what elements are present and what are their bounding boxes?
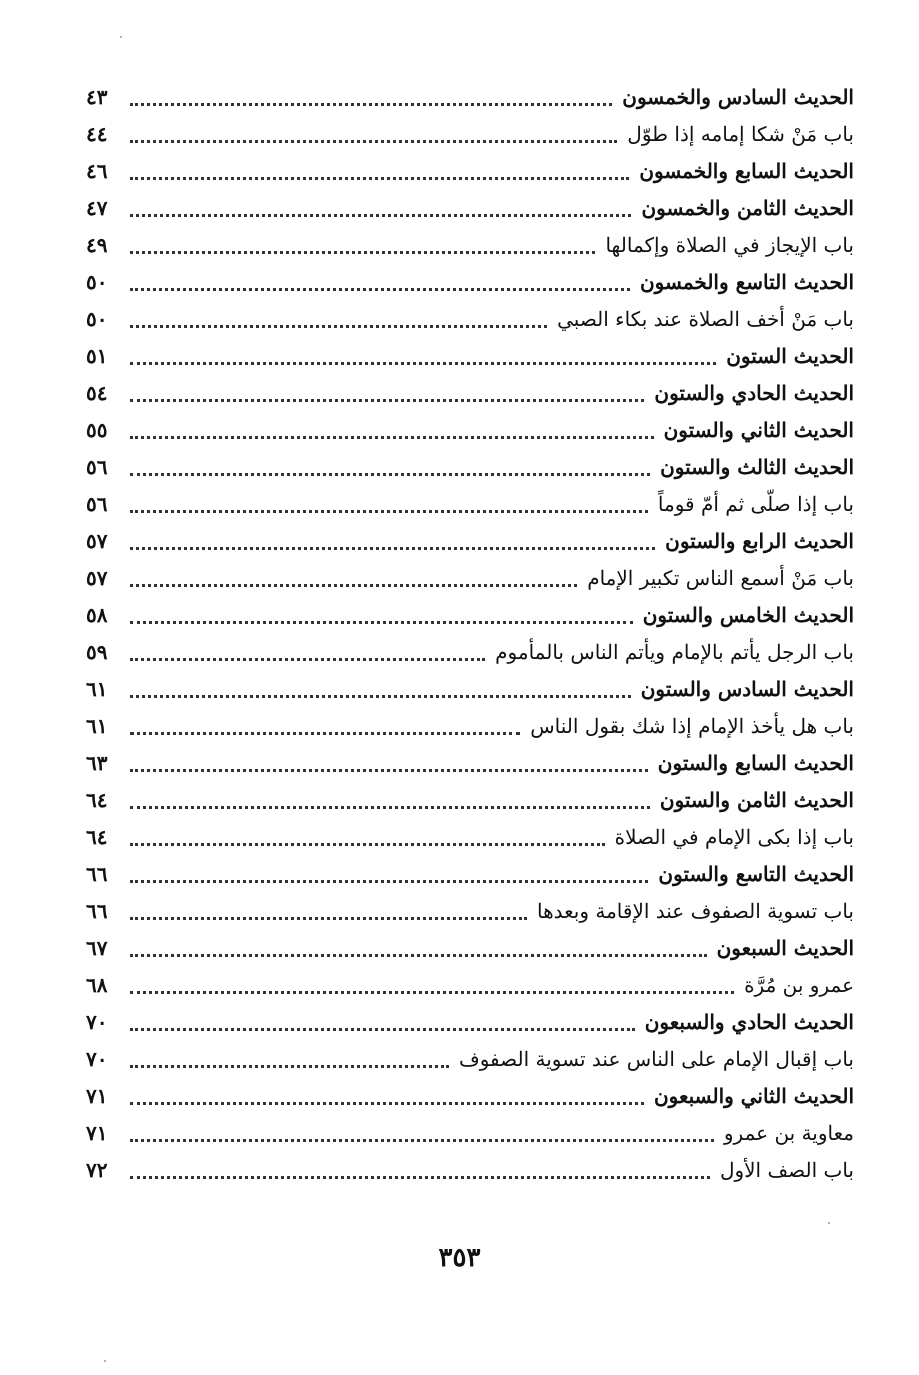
toc-entry-title: الحديث التاسع والخمسون bbox=[639, 270, 854, 294]
toc-entry-title: الحديث السبعون bbox=[716, 936, 854, 960]
dot-leader bbox=[126, 671, 635, 708]
scan-speck bbox=[104, 1360, 106, 1362]
dot-leader bbox=[126, 597, 637, 634]
toc-entry bbox=[86, 819, 854, 856]
toc-entry bbox=[86, 634, 854, 671]
dot-leader bbox=[126, 856, 652, 893]
toc-entry-page-number: ٤٦ bbox=[86, 159, 108, 183]
toc-entry bbox=[86, 153, 854, 190]
toc-entry-page-number: ٤٣ bbox=[86, 85, 108, 109]
toc-entry-page-number: ٦٣ bbox=[86, 751, 108, 775]
toc-entry-page-number: ٥٥ bbox=[86, 418, 108, 442]
toc-entry-title: الحديث الستون bbox=[726, 344, 854, 368]
toc-entry-title: الحديث الثالث والستون bbox=[660, 455, 854, 479]
dot-leader bbox=[126, 1004, 639, 1041]
dot-leader bbox=[126, 1078, 648, 1115]
toc-entry bbox=[86, 1004, 854, 1041]
dot-leader bbox=[126, 745, 652, 782]
toc-entry bbox=[86, 930, 854, 967]
toc-entry-page-number: ٦١ bbox=[86, 677, 108, 701]
toc-entry-page-number: ٥٦ bbox=[86, 455, 108, 479]
toc-entry-page-number: ٦٦ bbox=[86, 899, 108, 923]
toc-entry bbox=[86, 449, 854, 486]
dot-leader bbox=[126, 967, 738, 1004]
page-number: ٣٥٣ bbox=[438, 1243, 481, 1273]
toc-entry-title: الحديث الخامس والستون bbox=[642, 603, 854, 627]
toc-entry-title: باب الصف الأول bbox=[719, 1158, 854, 1182]
dot-leader bbox=[126, 375, 648, 412]
toc-entry-page-number: ٥٧ bbox=[86, 529, 108, 553]
toc-entry-page-number: ٥٤ bbox=[86, 381, 108, 405]
scan-speck bbox=[828, 1222, 830, 1224]
dot-leader bbox=[126, 523, 659, 560]
dot-leader bbox=[126, 486, 652, 523]
toc-entry-page-number: ٦٤ bbox=[86, 788, 108, 812]
dot-leader bbox=[126, 338, 720, 375]
toc-entry-title: عمرو بن مُرَّة bbox=[744, 973, 854, 997]
toc-entry-page-number: ٧٢ bbox=[86, 1158, 108, 1182]
toc-entry-page-number: ٥٦ bbox=[86, 492, 108, 516]
dot-leader bbox=[126, 708, 524, 745]
toc-entry-title: الحديث الثامن والخمسون bbox=[641, 196, 854, 220]
toc-entry bbox=[86, 597, 854, 634]
toc-entry-title: الحديث الرابع والستون bbox=[665, 529, 854, 553]
dot-leader bbox=[126, 301, 551, 338]
toc-entry-page-number: ٥١ bbox=[86, 344, 108, 368]
toc-entry-page-number: ٦٦ bbox=[86, 862, 108, 886]
toc-entry-page-number: ٥٧ bbox=[86, 566, 108, 590]
toc-entry-title: الحديث السادس والستون bbox=[640, 677, 854, 701]
dot-leader bbox=[126, 782, 654, 819]
toc-entry-title: الحديث الثاني والستون bbox=[663, 418, 854, 442]
toc-entry-page-number: ٧٠ bbox=[86, 1010, 108, 1034]
toc-entry bbox=[86, 301, 854, 338]
toc-entry-page-number: ٥٨ bbox=[86, 603, 108, 627]
toc-entry bbox=[86, 338, 854, 375]
toc-entry bbox=[86, 227, 854, 264]
toc-entry bbox=[86, 412, 854, 449]
toc-entry bbox=[86, 671, 854, 708]
toc-entry-page-number: ٧١ bbox=[86, 1121, 108, 1145]
toc-entry bbox=[86, 1115, 854, 1152]
toc-entry-page-number: ٤٤ bbox=[86, 122, 108, 146]
dot-leader bbox=[126, 79, 616, 116]
dot-leader bbox=[126, 560, 581, 597]
toc-entry-title: باب مَنْ أخف الصلاة عند بكاء الصبي bbox=[557, 307, 854, 331]
toc-entry-title: الحديث الثامن والستون bbox=[659, 788, 854, 812]
toc-entry-page-number: ٧٠ bbox=[86, 1047, 108, 1071]
toc-entry bbox=[86, 486, 854, 523]
dot-leader bbox=[126, 819, 609, 856]
toc-entry-title: باب إذا صلّى ثم أمّ قوماً bbox=[657, 492, 854, 516]
dot-leader bbox=[126, 1041, 453, 1078]
toc-entry-page-number: ٦٧ bbox=[86, 936, 108, 960]
dot-leader bbox=[126, 634, 489, 671]
toc-entry-page-number: ٦٤ bbox=[86, 825, 108, 849]
dot-leader bbox=[126, 227, 599, 264]
toc-entry-title: معاوية بن عمرو bbox=[723, 1121, 854, 1145]
toc-entry bbox=[86, 116, 854, 153]
toc-entry bbox=[86, 560, 854, 597]
scan-speck bbox=[120, 36, 122, 38]
toc-entry-page-number: ٥٩ bbox=[86, 640, 108, 664]
dot-leader bbox=[126, 153, 633, 190]
toc-entry-page-number: ٤٧ bbox=[86, 196, 108, 220]
toc-entry-title: الحديث التاسع والستون bbox=[658, 862, 854, 886]
toc-entry-title: باب تسوية الصفوف عند الإقامة وبعدها bbox=[536, 899, 854, 923]
toc-entry-title: الحديث الحادي والسبعون bbox=[644, 1010, 854, 1034]
toc-entry bbox=[86, 967, 854, 1004]
toc-entry-title: الحديث الثاني والسبعون bbox=[653, 1084, 854, 1108]
toc-entry-title: باب مَنْ شكا إمامه إذا طوّل bbox=[627, 122, 854, 146]
toc-entry bbox=[86, 264, 854, 301]
dot-leader bbox=[126, 1152, 714, 1189]
toc-entry-title: باب الرجل يأتم بالإمام ويأتم الناس بالمأموم bbox=[495, 640, 854, 664]
toc-entry bbox=[86, 375, 854, 412]
dot-leader bbox=[126, 190, 635, 227]
toc-entry-page-number: ٥٠ bbox=[86, 307, 108, 331]
toc-entry bbox=[86, 523, 854, 560]
toc-entry-title: باب إقبال الإمام على الناس عند تسوية الصفوف bbox=[458, 1047, 854, 1071]
dot-leader bbox=[126, 449, 654, 486]
toc-entry-page-number: ٦٨ bbox=[86, 973, 108, 997]
toc-entry-page-number: ٦١ bbox=[86, 714, 108, 738]
dot-leader bbox=[126, 116, 621, 153]
toc-entry bbox=[86, 708, 854, 745]
toc-entry-title: باب الإيجاز في الصلاة وإكمالها bbox=[605, 233, 854, 257]
toc-entry bbox=[86, 782, 854, 819]
toc-entry-title: الحديث السابع والخمسون bbox=[639, 159, 854, 183]
toc-entry bbox=[86, 190, 854, 227]
toc-entry-page-number: ٥٠ bbox=[86, 270, 108, 294]
toc-entry-page-number: ٤٩ bbox=[86, 233, 108, 257]
toc-entry bbox=[86, 1152, 854, 1189]
dot-leader bbox=[126, 1115, 718, 1152]
toc-entry bbox=[86, 893, 854, 930]
toc-entry bbox=[86, 79, 854, 116]
toc-entry bbox=[86, 1078, 854, 1115]
toc-entry-title: الحديث السابع والستون bbox=[657, 751, 854, 775]
toc-entry-title: الحديث السادس والخمسون bbox=[622, 85, 854, 109]
toc-entry bbox=[86, 856, 854, 893]
dot-leader bbox=[126, 264, 634, 301]
toc-entry-title: الحديث الحادي والستون bbox=[654, 381, 854, 405]
dot-leader bbox=[126, 893, 531, 930]
table-of-contents bbox=[86, 79, 854, 1189]
toc-entry bbox=[86, 745, 854, 782]
toc-entry-page-number: ٧١ bbox=[86, 1084, 108, 1108]
toc-entry-title: باب مَنْ أسمع الناس تكبير الإمام bbox=[587, 566, 854, 590]
dot-leader bbox=[126, 930, 711, 967]
toc-entry-title: باب إذا بكى الإمام في الصلاة bbox=[614, 825, 854, 849]
toc-entry-title: باب هل يأخذ الإمام إذا شك بقول الناس bbox=[530, 714, 854, 738]
dot-leader bbox=[126, 412, 658, 449]
toc-entry bbox=[86, 1041, 854, 1078]
